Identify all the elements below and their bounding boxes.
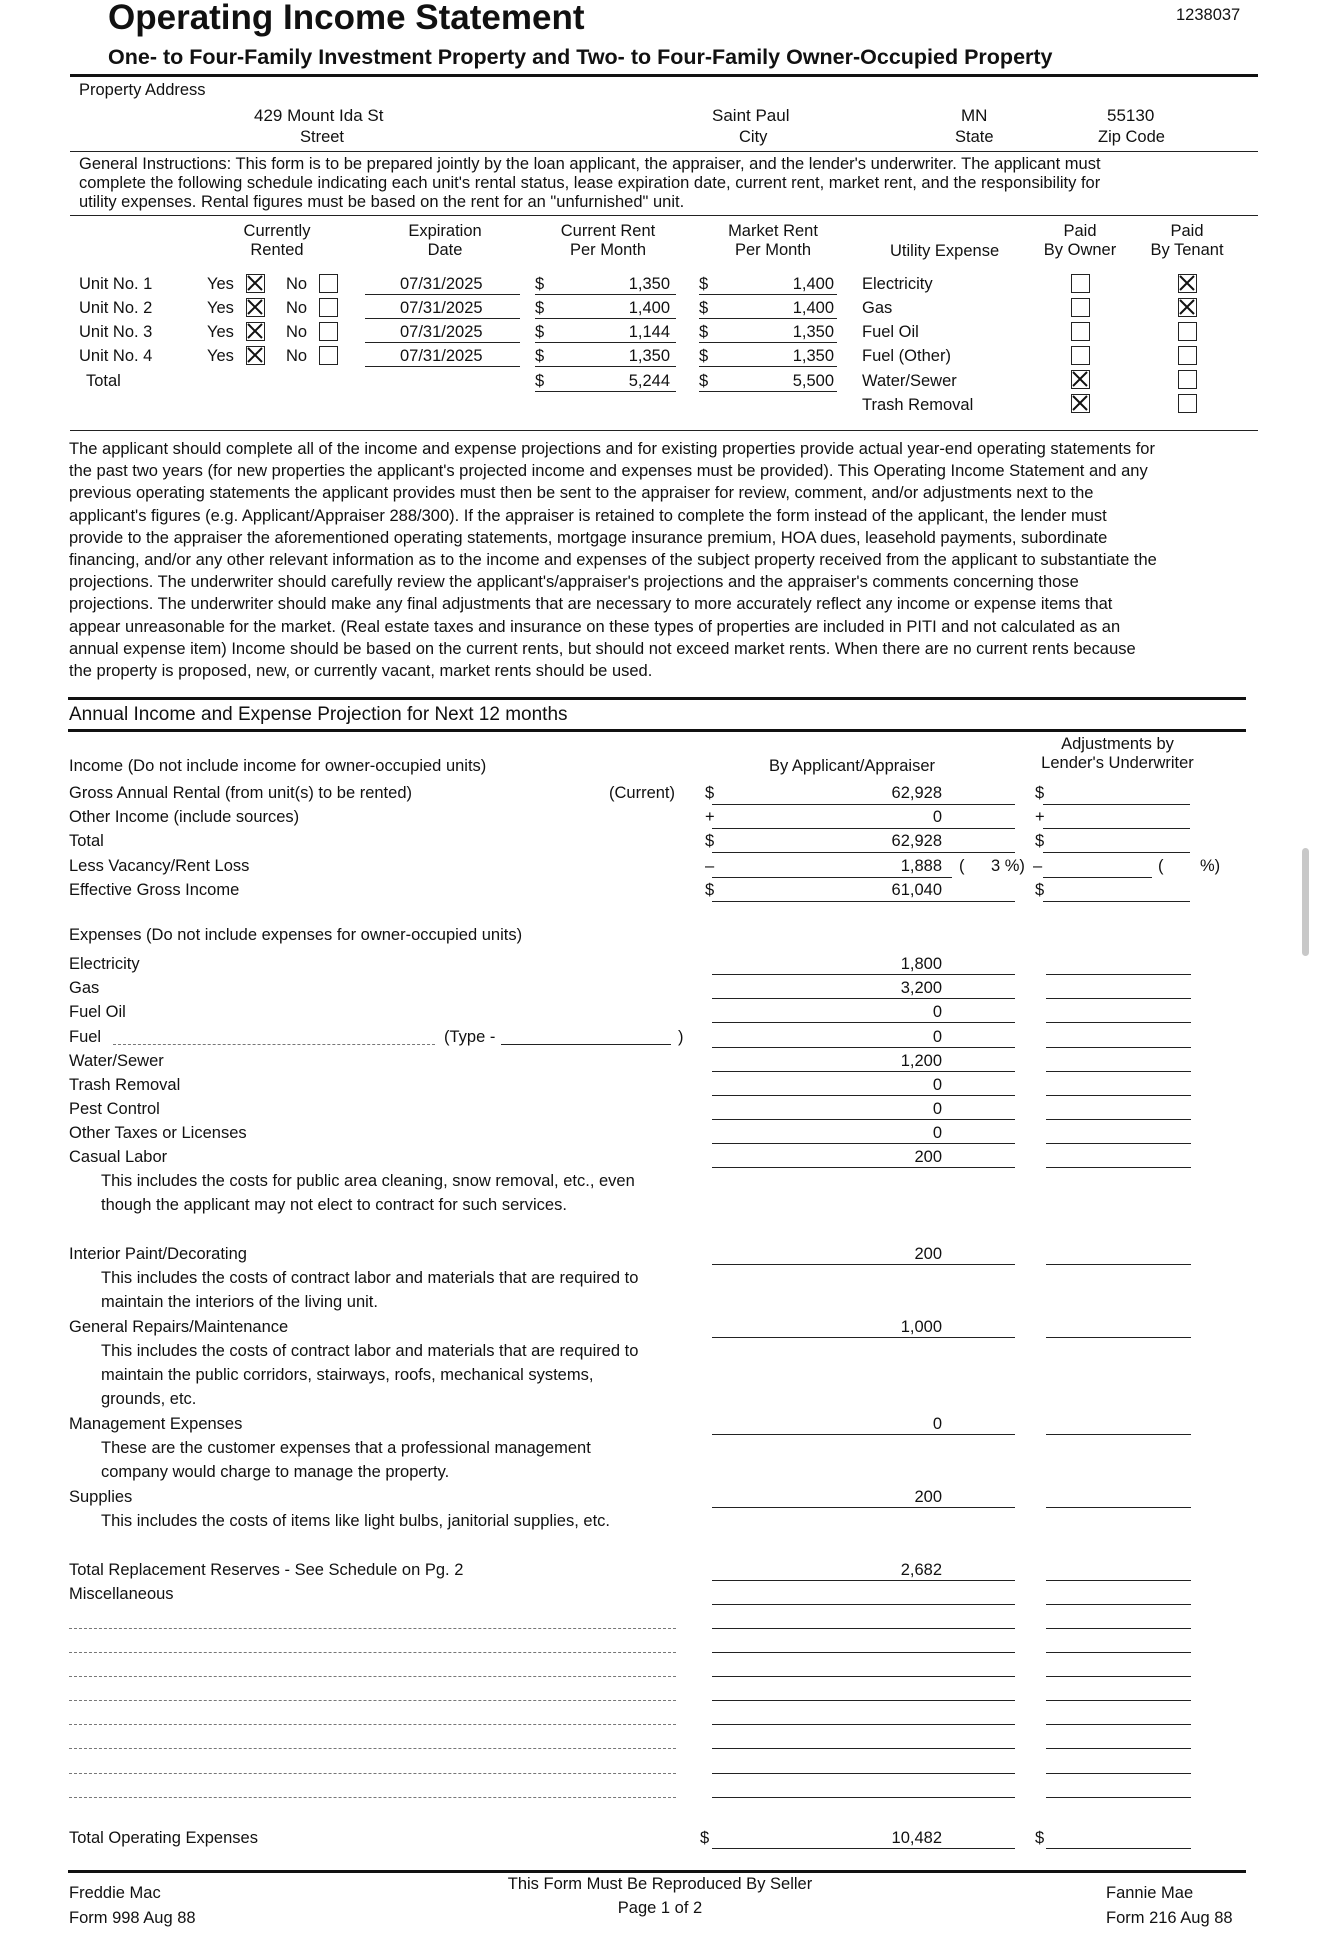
water-sewer-tenant-checkbox[interactable] [1178, 370, 1197, 389]
expense-electricity-adj-field[interactable] [1046, 974, 1191, 975]
applicant-instructions: The applicant should complete all of the income and expense projections and for existing properties provide actual year-end operating statements for the past two years (for new properties the applicant's projected income and expenses must be provided). This Operating Income Statement and any previous operating statements the applicant provides must then be sent to the appraiser for review, comment, and/or adjustments next to the applicant's figures (e.g. Applicant/Appraiser 288/300). If the appraiser is retained to complete the form instead of the applicant, the lender must provide to the appraiser the aforementioned operating statements, mortgage insurance premium, HOA dues, leasehold payments, subordinate financing, and/or any other relevant information as to the income and expenses of the subject property received from the applicant to substantiate the projections. The underwriter should carefully review the applicant's/appraiser's projections and the appraiser's comments concerning those projections. The underwriter should make any final adjustments that are necessary to more accurately reflect any income or expense items that appear unreasonable for the market. (Real estate taxes and insurance on these types of properties are included in PITI and not calculated as an annual expense item) Income should be based on the current rents, but should not exceed market rents. When there are no current rents because the property is proposed, new, or currently vacant, market rents should be used. [69, 440, 1157, 681]
fuel-other-tenant-checkbox[interactable] [1178, 346, 1197, 365]
street-caption: Street [300, 128, 345, 146]
interior-paint-value: 200 [914, 1245, 942, 1263]
expense-fuel-label: Fuel [69, 1028, 102, 1046]
expense-taxes-adj-field[interactable] [1046, 1143, 1191, 1144]
unit-1-current-dollar: $ [535, 275, 545, 293]
vacancy-label: Less Vacancy/Rent Loss [69, 857, 250, 875]
unit-2-label: Unit No. 2 [79, 299, 153, 317]
total-operating-expenses-adj-sign: $ [1035, 1829, 1045, 1847]
vacancy-sign: – [705, 857, 715, 875]
unit-3-market-dollar: $ [699, 323, 709, 341]
gross-annual-rental-sign: $ [705, 784, 715, 802]
form-id: 1238037 [1176, 6, 1241, 24]
utility-gas-label: Gas [862, 299, 893, 317]
check-x-icon [247, 275, 263, 291]
unit-3-yes-checkbox[interactable] [246, 322, 265, 341]
expense-water-sewer-adj-field[interactable] [1046, 1071, 1191, 1072]
unit-2-yes-checkbox[interactable] [246, 298, 265, 317]
expense-pest-adj-field[interactable] [1046, 1119, 1191, 1120]
interior-paint-adj-field[interactable] [1046, 1264, 1191, 1265]
reserves-value: 2,682 [900, 1561, 942, 1579]
city-caption: City [739, 128, 768, 146]
property-zip: 55130 [1107, 106, 1155, 125]
zip-caption: Zip Code [1098, 128, 1165, 146]
instructions-line-3: utility expenses. Rental figures must be based on the rent for an "unfurnished" unit. [79, 193, 685, 211]
supplies-adj-field[interactable] [1046, 1507, 1191, 1508]
rent-total-current: 5,244 [628, 372, 670, 390]
page-title: Operating Income Statement [108, 0, 585, 37]
instructions-line-1: General Instructions: This form is to be prepared jointly by the loan applicant, the appraiser, and the lender's underwriter. The applicant must [79, 155, 1101, 173]
repairs-label: General Repairs/Maintenance [69, 1318, 289, 1336]
total-operating-expenses-adj-field[interactable] [1046, 1848, 1191, 1849]
page-subtitle: One- to Four-Family Investment Property and Two- to Four-Family Owner-Occupied Property [108, 45, 1053, 69]
vacancy-adj-sign: – [1033, 857, 1043, 875]
trash-removal-tenant-checkbox[interactable] [1178, 394, 1197, 413]
check-x-icon [1179, 299, 1195, 315]
effective-gross-adj-field[interactable] [1043, 901, 1190, 902]
projection-bottom-rule [68, 729, 1246, 732]
unit-4-current-rent: 1,350 [628, 347, 670, 365]
misc-line-7[interactable] [69, 1773, 676, 1774]
casual-labor-note-1: This includes the costs for public area cleaning, snow removal, etc., even [101, 1172, 635, 1190]
unit-4-no-label: No [286, 347, 308, 365]
footer-rule [68, 1870, 1246, 1873]
income-total-value: 62,928 [891, 832, 942, 850]
management-note-2: company would charge to manage the property. [101, 1463, 450, 1481]
unit-4-yes-checkbox[interactable] [246, 346, 265, 365]
income-heading: Income (Do not include income for owner-occupied units) [69, 757, 487, 775]
expense-electricity-value: 1,800 [900, 955, 942, 973]
unit-4-no-checkbox[interactable] [319, 346, 338, 365]
vacancy-adj-field[interactable] [1043, 877, 1152, 878]
expense-gas-adj-field[interactable] [1046, 998, 1191, 999]
projection-section-title: Annual Income and Expense Projection for Next 12 months [69, 704, 568, 725]
expense-electricity-label: Electricity [69, 955, 140, 973]
rent-total-current-dollar: $ [535, 372, 545, 390]
unit-3-no-checkbox[interactable] [319, 322, 338, 341]
gross-annual-rental-adj-field[interactable] [1043, 804, 1190, 805]
misc-line-5[interactable] [69, 1724, 676, 1725]
utility-trash-removal-label: Trash Removal [862, 396, 974, 414]
unit-1-label: Unit No. 1 [79, 275, 153, 293]
total-operating-expenses-sign: $ [700, 1829, 710, 1847]
expense-taxes-label: Other Taxes or Licenses [69, 1124, 247, 1142]
unit-1-market-dollar: $ [699, 275, 709, 293]
total-operating-expenses-value: 10,482 [891, 1829, 942, 1847]
utility-water-sewer-label: Water/Sewer [862, 372, 957, 390]
vacancy-pct-open: ( [959, 857, 965, 875]
fuel-name-field[interactable] [113, 1044, 435, 1045]
management-value: 0 [932, 1415, 942, 1433]
misc-adj-field[interactable] [1046, 1604, 1191, 1605]
header-paid-by-owner: Paid By Owner [1043, 222, 1117, 259]
unit-3-label: Unit No. 3 [79, 323, 153, 341]
footer-fannie-form: Form 216 Aug 88 [1106, 1909, 1233, 1927]
by-applicant-header: By Applicant/Appraiser [769, 757, 936, 775]
gross-annual-rental-label: Gross Annual Rental (from unit(s) to be rented) [69, 784, 412, 802]
misc-line-4[interactable] [69, 1700, 676, 1701]
unit-3-expiration: 07/31/2025 [400, 323, 483, 341]
property-state: MN [961, 106, 988, 125]
unit-3-yes-label: Yes [207, 323, 234, 341]
unit-1-yes-checkbox[interactable] [246, 274, 265, 293]
unit-1-no-checkbox[interactable] [319, 274, 338, 293]
header-currently-rented: Currently Rented [243, 222, 311, 259]
fuel-oil-tenant-checkbox[interactable] [1178, 322, 1197, 341]
unit-2-yes-label: Yes [207, 299, 234, 317]
unit-3-market-rent: 1,350 [792, 323, 834, 341]
misc-line-1[interactable] [69, 1628, 676, 1629]
rent-total-market: 5,500 [792, 372, 834, 390]
fuel-type-field[interactable] [501, 1044, 671, 1045]
fuel-oil-owner-checkbox[interactable] [1071, 322, 1090, 341]
vacancy-adj-pct-open: ( [1158, 857, 1164, 875]
expense-casual-labor-adj-field[interactable] [1046, 1167, 1191, 1168]
header-market-rent: Market Rent Per Month [728, 222, 818, 259]
expense-casual-labor-label: Casual Labor [69, 1148, 168, 1166]
unit-4-expiration: 07/31/2025 [400, 347, 483, 365]
unit-3-current-rent: 1,144 [628, 323, 670, 341]
total-operating-expenses-label: Total Operating Expenses [69, 1829, 258, 1847]
header-utility-expense: Utility Expense [890, 242, 1000, 260]
supplies-label: Supplies [69, 1488, 133, 1506]
expense-heading: Expenses (Do not include expenses for owner-occupied units) [69, 926, 523, 944]
vacancy-value: 1,888 [900, 857, 942, 875]
unit-4-yes-label: Yes [207, 347, 234, 365]
gas-owner-checkbox[interactable] [1071, 298, 1090, 317]
misc-line-3[interactable] [69, 1676, 676, 1677]
unit-4-market-dollar: $ [699, 347, 709, 365]
vacancy-adj-pct-close: %) [1200, 857, 1221, 875]
other-income-adj-field[interactable] [1043, 828, 1190, 829]
expense-gas-label: Gas [69, 979, 100, 997]
utility-fuel-oil-label: Fuel Oil [862, 323, 919, 341]
unit-1-market-rent: 1,400 [792, 275, 834, 293]
misc-line-2[interactable] [69, 1652, 676, 1653]
unit-2-expiration: 07/31/2025 [400, 299, 483, 317]
effective-gross-sign: $ [705, 881, 715, 899]
unit-1-yes-label: Yes [207, 275, 234, 293]
income-total-label: Total [69, 832, 104, 850]
income-total-adj-field[interactable] [1043, 852, 1190, 853]
repairs-note-3: grounds, etc. [101, 1390, 197, 1408]
gross-annual-rental-value: 62,928 [891, 784, 942, 802]
management-note-1: These are the customer expenses that a professional management [101, 1439, 591, 1457]
expense-casual-labor-value: 200 [914, 1148, 942, 1166]
header-expiration-date: Expiration Date [408, 222, 482, 259]
rent-table-rule [70, 430, 1258, 431]
expense-trash-label: Trash Removal [69, 1076, 181, 1094]
interior-paint-note-1: This includes the costs of contract labor and materials that are required to [101, 1269, 639, 1287]
supplies-value: 200 [914, 1488, 942, 1506]
projection-top-rule [68, 697, 1246, 700]
reserves-label: Total Replacement Reserves - See Schedule on Pg. 2 [69, 1561, 464, 1579]
effective-gross-label: Effective Gross Income [69, 881, 240, 899]
property-street: 429 Mount Ida St [254, 106, 384, 125]
unit-4-current-dollar: $ [535, 347, 545, 365]
unit-3-current-dollar: $ [535, 323, 545, 341]
trash-removal-owner-checkbox[interactable] [1071, 394, 1090, 413]
other-income-label: Other Income (include sources) [69, 808, 300, 826]
unit-1-no-label: No [286, 275, 308, 293]
adjustments-header: Adjustments by Lender's Underwriter [1041, 735, 1194, 772]
casual-labor-note-2: though the applicant may not elect to contract for such services. [101, 1196, 567, 1214]
management-adj-field[interactable] [1046, 1434, 1191, 1435]
expense-trash-adj-field[interactable] [1046, 1095, 1191, 1096]
rent-total-market-dollar: $ [699, 372, 709, 390]
fuel-other-owner-checkbox[interactable] [1071, 346, 1090, 365]
expense-fuel-oil-adj-field[interactable] [1046, 1022, 1191, 1023]
unit-1-expiration: 07/31/2025 [400, 275, 483, 293]
address-rule [70, 151, 1258, 152]
property-city: Saint Paul [712, 106, 790, 125]
fuel-type-close: ) [678, 1028, 684, 1046]
water-sewer-owner-checkbox[interactable] [1071, 370, 1090, 389]
unit-2-no-checkbox[interactable] [319, 298, 338, 317]
unit-2-market-dollar: $ [699, 299, 709, 317]
expense-fuel-oil-value: 0 [932, 1003, 942, 1021]
utility-electricity-label: Electricity [862, 275, 933, 293]
other-income-adj-sign: + [1035, 808, 1045, 826]
effective-gross-adj-sign: $ [1035, 881, 1045, 899]
other-income-value: 0 [932, 808, 942, 826]
gas-tenant-checkbox[interactable] [1178, 298, 1197, 317]
state-caption: State [955, 128, 994, 146]
footer-freddie-mac: Freddie Mac [69, 1884, 161, 1902]
electricity-owner-checkbox[interactable] [1071, 274, 1090, 293]
check-x-icon [247, 323, 263, 339]
unit-3-no-label: No [286, 323, 308, 341]
check-x-icon [247, 347, 263, 363]
footer-freddie-form: Form 998 Aug 88 [69, 1909, 196, 1927]
check-x-icon [247, 299, 263, 315]
vacancy-pct: 3 %) [991, 857, 1025, 875]
expense-pest-label: Pest Control [69, 1100, 160, 1118]
gross-annual-rental-adj-sign: $ [1035, 784, 1045, 802]
interior-paint-label: Interior Paint/Decorating [69, 1245, 247, 1263]
management-label: Management Expenses [69, 1415, 243, 1433]
expense-fuel-adj-field[interactable] [1046, 1047, 1191, 1048]
unit-2-current-dollar: $ [535, 299, 545, 317]
footer-fannie-mae: Fannie Mae [1106, 1884, 1194, 1902]
header-current-rent: Current Rent Per Month [560, 222, 656, 259]
electricity-tenant-checkbox[interactable] [1178, 274, 1197, 293]
check-x-icon [1072, 395, 1088, 411]
footer-page-number: Page 1 of 2 [617, 1899, 703, 1917]
repairs-note-1: This includes the costs of contract labor and materials that are required to [101, 1342, 639, 1360]
misc-line-6[interactable] [69, 1748, 676, 1749]
expense-pest-value: 0 [932, 1100, 942, 1118]
header-rule [70, 74, 1258, 77]
expense-fuel-value: 0 [932, 1028, 942, 1046]
check-x-icon [1072, 371, 1088, 387]
repairs-adj-field[interactable] [1046, 1337, 1191, 1338]
unit-1-current-rent: 1,350 [628, 275, 670, 293]
expense-trash-value: 0 [932, 1076, 942, 1094]
instructions-line-2: complete the following schedule indicating each unit's rental status, lease expiration date, current rent, market rent, and the responsibility for [79, 174, 1101, 192]
check-x-icon [1179, 275, 1195, 291]
current-tag: (Current) [609, 784, 676, 802]
rent-total-label: Total [86, 372, 121, 390]
header-paid-by-tenant: Paid By Tenant [1150, 222, 1224, 259]
unit-2-current-rent: 1,400 [628, 299, 670, 317]
unit-4-market-rent: 1,350 [792, 347, 834, 365]
property-address-label: Property Address [79, 81, 206, 99]
miscellaneous-label: Miscellaneous [69, 1585, 174, 1603]
footer-reproduce-note: This Form Must Be Reproduced By Seller [507, 1875, 813, 1893]
expense-fuel-oil-label: Fuel Oil [69, 1003, 126, 1021]
interior-paint-note-2: maintain the interiors of the living unit. [101, 1293, 378, 1311]
misc-line-8[interactable] [69, 1797, 676, 1798]
income-total-sign: $ [705, 832, 715, 850]
expense-gas-value: 3,200 [900, 979, 942, 997]
reserves-adj-field[interactable] [1046, 1580, 1191, 1581]
unit-2-market-rent: 1,400 [792, 299, 834, 317]
effective-gross-value: 61,040 [891, 881, 942, 899]
instructions-rule [70, 215, 1258, 216]
unit-2-no-label: No [286, 299, 308, 317]
expense-water-sewer-label: Water/Sewer [69, 1052, 164, 1070]
expense-water-sewer-value: 1,200 [900, 1052, 942, 1070]
utility-fuel-other-label: Fuel (Other) [862, 347, 951, 365]
unit-4-label: Unit No. 4 [79, 347, 153, 365]
income-total-adj-sign: $ [1035, 832, 1045, 850]
vertical-scrollbar-thumb[interactable] [1302, 848, 1309, 956]
expense-taxes-value: 0 [932, 1124, 942, 1142]
fuel-type-label: (Type - [444, 1028, 496, 1046]
repairs-note-2: maintain the public corridors, stairways, roofs, mechanical systems, [101, 1366, 594, 1384]
repairs-value: 1,000 [900, 1318, 942, 1336]
other-income-sign: + [705, 808, 715, 826]
supplies-note: This includes the costs of items like light bulbs, janitorial supplies, etc. [101, 1512, 610, 1530]
